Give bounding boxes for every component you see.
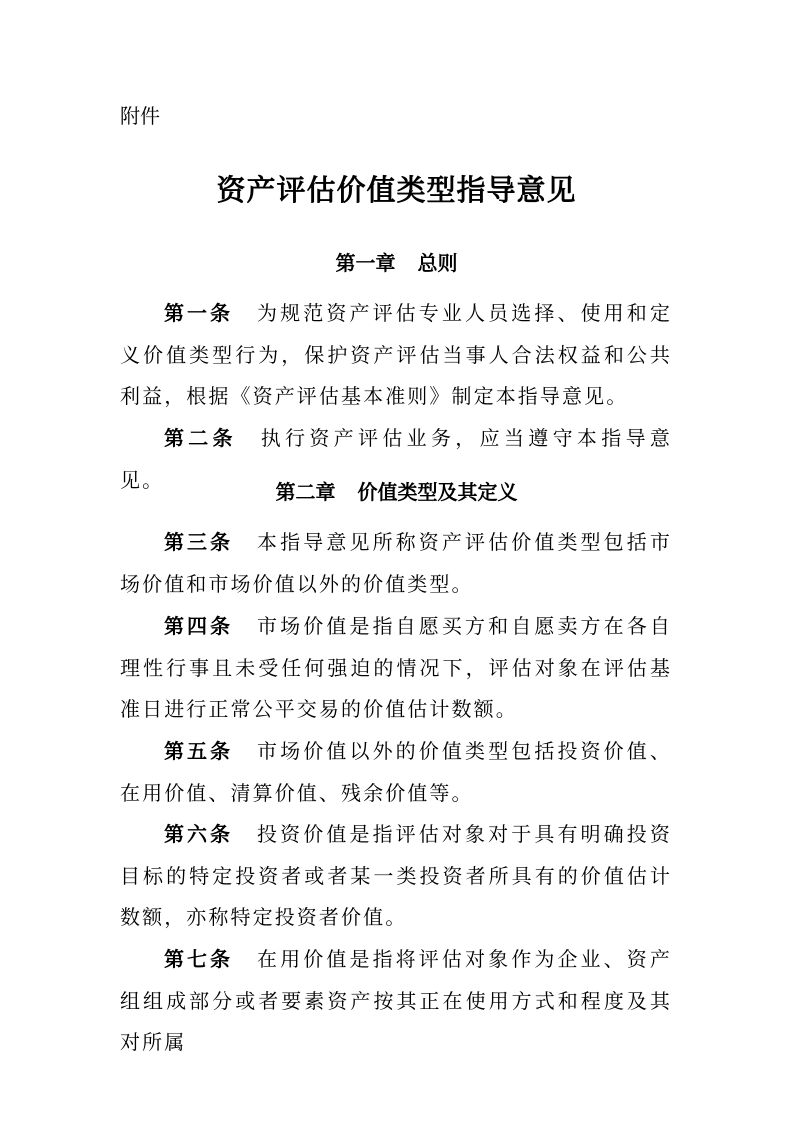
article-text: 为规范资产评估专业人员选择、使用和定义价值类型行为，保护资产评估当事人合法权益和公共利益，根据《资产评估基本准则》制定本指导意见。 [120,301,672,408]
article-label: 第四条 [164,614,234,638]
article-label: 第六条 [164,822,234,846]
article-text: 市场价值是指自愿买方和自愿卖方在各自理性行事且未受任何强迫的情况下，评估对象在评估基准日进行正常公平交易的价值估计数额。 [120,614,672,721]
article-label: 第三条 [164,530,234,554]
article-text: 执行资产评估业务，应当遵守本指导意见。 [120,426,673,492]
article-label: 第一条 [164,301,234,325]
article-6 [120,814,672,939]
attachment-label: 附件 [120,104,160,128]
article-5 [120,731,672,814]
article-label: 第七条 [164,947,234,971]
document-title: 资产评估价值类型指导意见 [216,173,577,207]
article-7 [120,939,672,1064]
article-label: 第五条 [164,739,234,763]
chapter-heading-2 [0,477,793,507]
chapter-name: 总则 [417,251,458,275]
article-text: 在用价值是指将评估对象作为企业、资产组组成部分或者要素资产按其正在使用方式和程度及其对所属 [120,947,672,1054]
article-text: 本指导意见所称资产评估价值类型包括市场价值和市场价值以外的价值类型。 [120,530,672,596]
article-1 [120,293,672,418]
article-4 [120,606,672,731]
article-text: 市场价值以外的价值类型包括投资价值、在用价值、清算价值、残余价值等。 [120,739,672,805]
chapter-number: 第二章 [275,480,336,504]
chapter-name: 价值类型及其定义 [357,480,518,504]
chapter-number: 第一章 [335,251,396,275]
article-3 [120,522,672,605]
article-label: 第二条 [164,426,237,450]
chapter-heading-1 [0,248,793,278]
article-text: 投资价值是指评估对象对于具有明确投资目标的特定投资者或者某一类投资者所具有的价值估计数额，亦称特定投资者价值。 [120,822,672,929]
